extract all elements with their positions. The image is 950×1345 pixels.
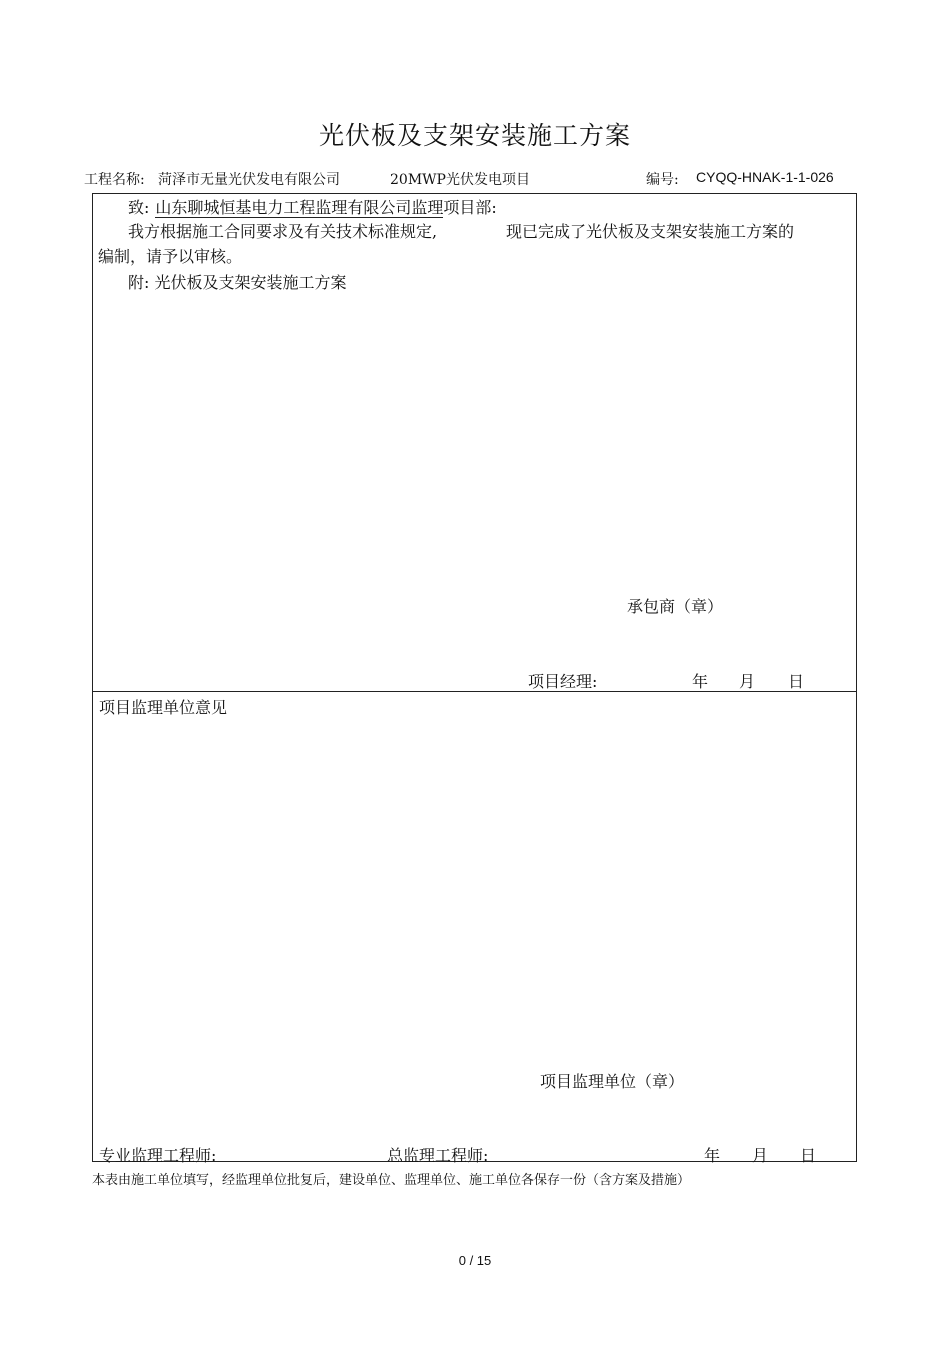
supervisor-month-label: 月 [752,1146,769,1165]
contractor-seal-label: 承包商（章） [627,597,724,616]
form-footnote: 本表由施工单位填写，经监理单位批复后，建设单位、监理单位、施工单位各保存一份（含方案及措施） [92,1173,691,1188]
body-text-line2: 编制，请予以审核。 [98,247,243,266]
supervisor-seal-label: 项目监理单位（章） [540,1072,685,1091]
addressee-line [128,195,497,218]
contractor-year-label: 年 [692,672,709,691]
project-name: 20MWP光伏发电项目 [390,172,530,188]
page-indicator: 0 / 15 [458,1253,492,1268]
addressee-prefix: 致: [128,198,150,217]
document-number: CYQQ-HNAK-1-1-026 [696,169,834,185]
specialty-engineer-label: 专业监理工程师: [99,1146,217,1165]
supervisor-opinion-heading: 项目监理单位意见 [99,698,228,717]
supervisor-year-label: 年 [704,1146,721,1165]
attachment-line: 附: 光伏板及支架安装施工方案 [128,273,347,292]
document-title: 光伏板及支架安装施工方案 [318,121,631,150]
project-company: 菏泽市无量光伏发电有限公司 [158,172,340,188]
project-manager-label: 项目经理: [528,672,598,691]
project-label: 工程名称: [84,172,145,188]
supervisor-day-label: 日 [800,1146,817,1165]
contractor-month-label: 月 [739,672,756,691]
body-text-line1-part2: 现已完成了光伏板及支架安装施工方案的 [506,222,795,241]
addressee-organization: 山东聊城恒基电力工程监理有限公司监理 [155,198,444,217]
number-label: 编号: [646,172,679,188]
body-text-line1-part1: 我方根据施工合同要求及有关技术标准规定, [128,222,438,241]
chief-engineer-label: 总监理工程师: [387,1146,489,1165]
contractor-day-label: 日 [788,672,805,691]
addressee-suffix: 项目部: [443,198,497,217]
